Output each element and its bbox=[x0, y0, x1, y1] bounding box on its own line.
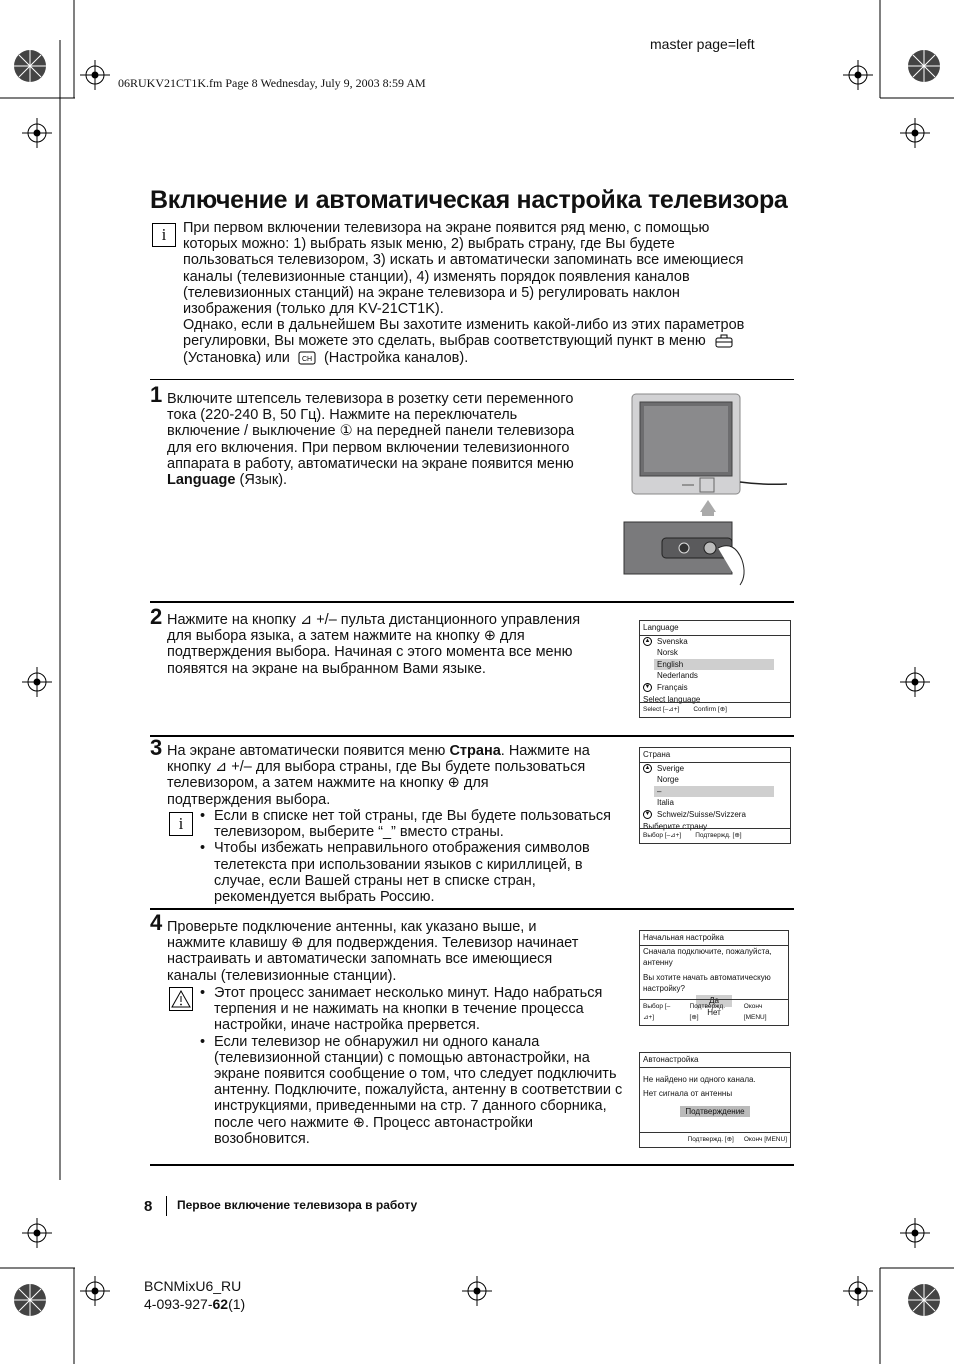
info-icon: i bbox=[169, 812, 193, 836]
step2-text: Нажмите на кнопку ⊿ +/– пульта дистанционного управления для выбора языка, а затем нажмите на кнопку ⊕ для подтверждения выбора. Начиная с этого момента все меню появятся на экране на выбранном Вами языке. bbox=[167, 612, 581, 677]
setup-icon bbox=[714, 333, 734, 349]
step-number: 2 bbox=[150, 604, 163, 629]
arrow-down-icon: ▼ bbox=[644, 683, 651, 690]
intro-text: При первом включении телевизора на экране появится ряд меню, с помощью которых можно: 1) выбрать язык меню, 2) выбрать страну, где Вы будете пользоваться телевизором, 3) искать и автоматически запоминать все имеющиеся каналы (телевизионные станции), 4) изменять порядок появления каналов (телевизионных станций) на экране телевизора и 5) регулировать наклон изображения (только для KV-21CT1K). Однако, если в дальнейшем Вы захотите изменить какой-либо из этих параметров регулировки, Вы можете это сделать, выбрав соответствующий пункт в меню (Установка) или CH (Настройка каналов). bbox=[183, 220, 745, 366]
divider bbox=[150, 1164, 794, 1166]
step1-text: Включите штепсель телевизора в розетку сети переменного тока (220-240 В, 50 Гц). Нажмите на переключатель включение / выключение ① на передней панели телевизора для его включения. При первом включении телевизионного аппарата в работу, автоматически на экране появится меню Language (Язык). bbox=[167, 391, 575, 489]
document-code: BCNMixU6_RU 4-093-927-62(1) bbox=[144, 1278, 246, 1312]
divider bbox=[150, 601, 794, 603]
warning-icon bbox=[169, 987, 193, 1011]
list-item: • Если телевизор не обнаружил ни одного канала (телевизионной станции) с помощью автонастройки, на экране появится сообщение о том, что следует подключить антенну. Подключите, пожалуйста, антенну в соответствии с инструкциями, приведенными на стр. 7 данного сборника, после чего нажмите ⊕. Процесс автонастройки возобновится. bbox=[198, 1034, 630, 1147]
confirm-option: Подтверждение bbox=[680, 1106, 750, 1118]
page-title: Включение и автоматическая настройка телевизора bbox=[150, 186, 788, 214]
step-number: 4 bbox=[150, 910, 163, 935]
tv-illustration bbox=[622, 390, 792, 590]
step4-text: Проверьте подключение антенны, как указано выше, и нажмите клавишу ⊕ для подверждения. Телевизор начинает настраивать и автоматически запомнать все имеющиеся каналы (телевизионные станции). bbox=[167, 919, 579, 984]
divider bbox=[150, 908, 794, 910]
arrow-up-icon: ▲ bbox=[644, 764, 651, 771]
master-page-label: master page=left bbox=[650, 36, 755, 52]
step-number: 1 bbox=[150, 382, 163, 407]
step3-text: На экране автоматически появится меню Страна. Нажмите на кнопку ⊿ +/– для выбора страны, где Вы будете пользоваться телевизором, а затем нажмите на кнопку ⊕ для подтверждения выбора. bbox=[167, 743, 590, 808]
channel-setup-icon bbox=[297, 350, 317, 366]
list-item: • Чтобы избежать неправильного отображения символов телетекста при использовании языков с кириллицей, в случае, если Вашей страны нет в списке стран, рекомендуется выбрать Россию. bbox=[198, 840, 630, 905]
list-item: • Этот процесс занимает несколько минут. Надо набраться терпения и не нажимать на кнопки в течение процесса настройки, иначе настройка прервется. bbox=[198, 985, 630, 1034]
initial-setup-menu: Начальная настройка Сначала подключите, пожалуйста, антенну Вы хотите начать автоматическую настройку? Да Нет Выбор [–⊿+] Подтвержд. [⊕] Оконч [MENU] bbox=[639, 930, 789, 1026]
page-number: 8 bbox=[144, 1198, 153, 1215]
step4-notes bbox=[198, 985, 630, 1147]
divider bbox=[150, 379, 794, 380]
footer-separator bbox=[166, 1196, 167, 1216]
arrow-up-icon: ▲ bbox=[644, 637, 651, 644]
list-item: • Если в списке нет той страны, где Вы будете пользоваться телевизором, выберите “_” вместо страны. bbox=[198, 808, 630, 840]
yes-option: Да bbox=[696, 995, 732, 1007]
step3-notes bbox=[198, 808, 630, 905]
arrow-down-icon: ▼ bbox=[644, 810, 651, 817]
divider bbox=[150, 735, 794, 737]
autotune-menu: Автонастройка Не найдено ни одного канала. Нет сигнала от антенны Подтверждение Подтвержд. [⊕] Оконч [MENU] bbox=[639, 1052, 791, 1148]
section-title: Первое включение телевизора в работу bbox=[177, 1198, 418, 1212]
no-option: Нет bbox=[707, 1007, 721, 1017]
country-menu: Страна ▲ Sverige Norge – Italia ▼ Schweiz/Suisse/Svizzera Выберите страну Выбор [–⊿+] Подтвержд. [⊕] bbox=[639, 747, 791, 844]
language-menu: Language ▲ Svenska Norsk English Nederlands ▼ Français Select language Select [–⊿+] Confirm [⊕] bbox=[639, 620, 791, 718]
file-info: 06RUKV21CT1K.fm Page 8 Wednesday, July 9, 2003 8:59 AM bbox=[118, 76, 426, 90]
info-icon: i bbox=[152, 223, 176, 247]
svg-text:CH: CH bbox=[301, 355, 313, 363]
step-number: 3 bbox=[150, 735, 163, 760]
